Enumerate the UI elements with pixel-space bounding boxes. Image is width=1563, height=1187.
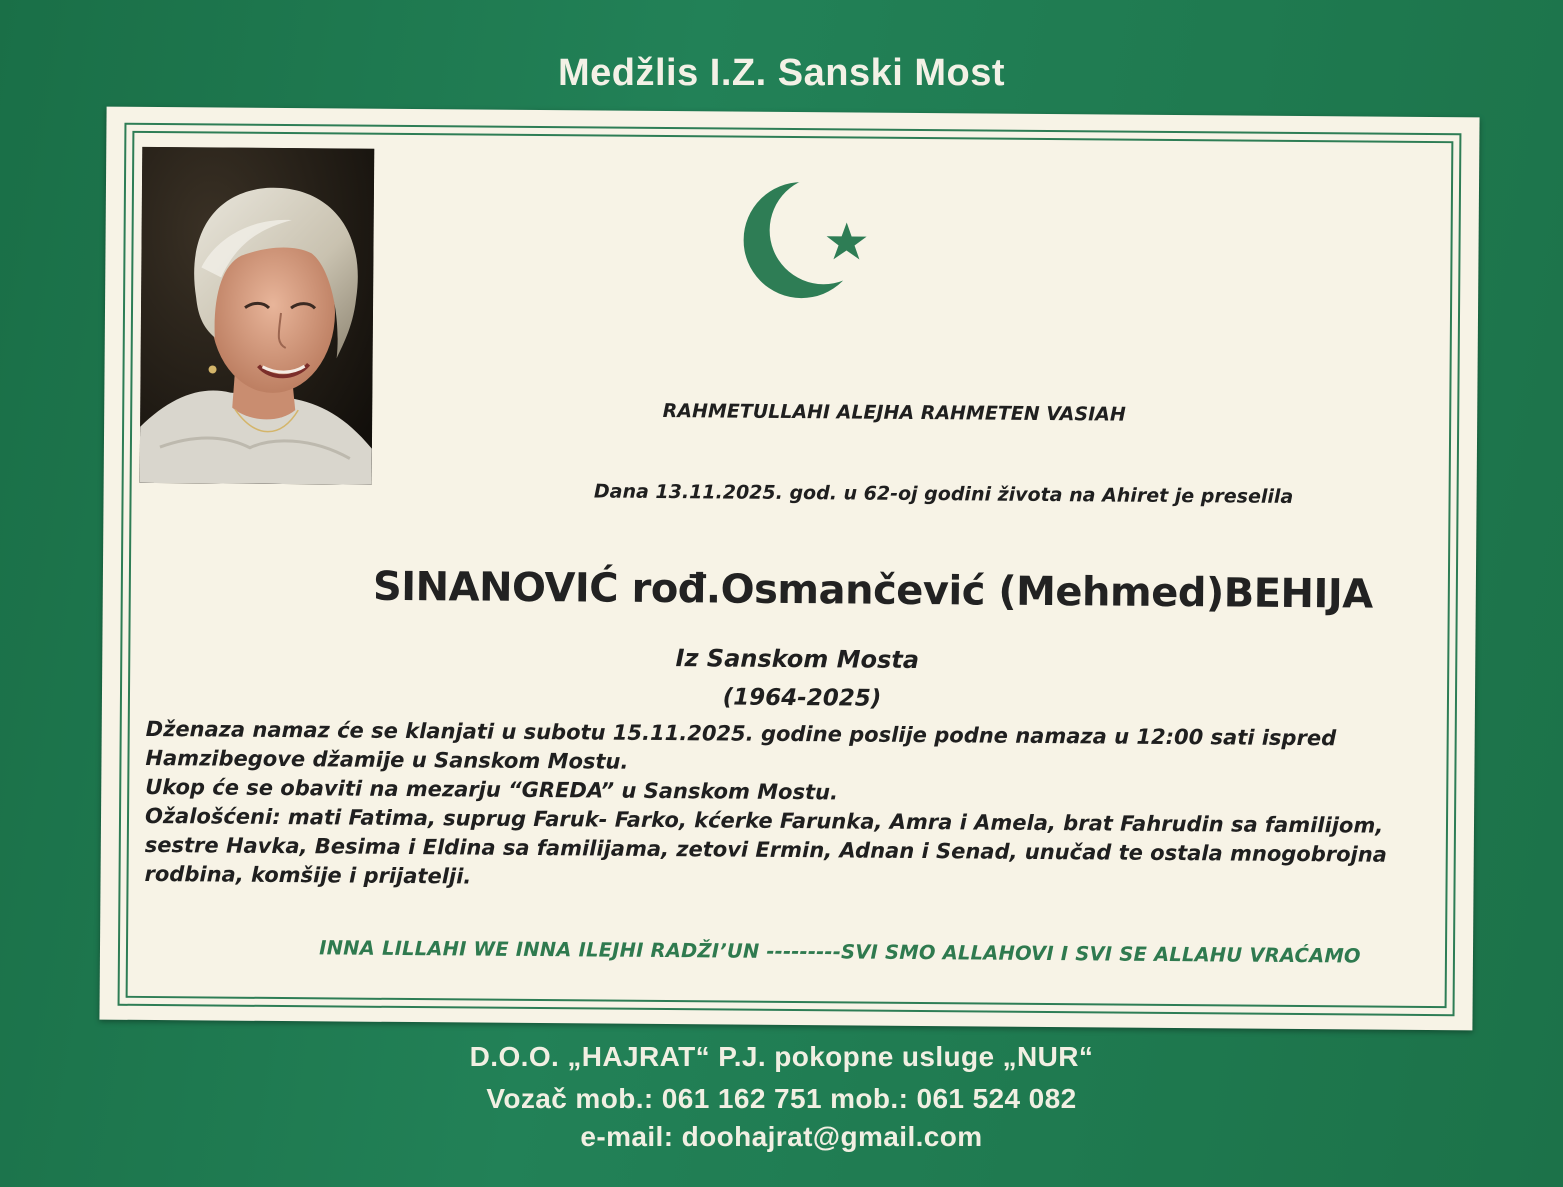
funeral-prayer-paragraph: Dženaza namaz će se klanjati u subotu 15.11.2025. godine poslije podne namaza u 12:00 sati ispred Hamzibegove džamije u Sanskom Mostu.	[145, 716, 1337, 774]
footer-email: e-mail: doohajrat@gmail.com	[580, 1121, 983, 1152]
portrait-image	[140, 147, 375, 485]
funeral-details	[144, 715, 1445, 899]
crescent-star-icon	[743, 178, 874, 303]
deceased-name: SINANOVIĆ rođ.Osmančević (Mehmed)BEHIJA	[372, 563, 1373, 618]
place-line: Iz Sanskom Mosta	[675, 644, 920, 675]
years-line: (1964-2025)	[722, 684, 882, 712]
burial-paragraph: Ukop će se obaviti na mezarju “GREDA” u Sanskom Mostu.	[145, 774, 839, 805]
mourners-paragraph: Ožalošćeni: mati Fatima, suprug Faruk- Farko, kćerke Farunka, Amra i Amela, brat Fahrudin sa familijom, sestre Havka, Besima i Eldina sa familijama, zetovi Ermin, Adnan i Senad, unučad te ostala mnogobrojna rodbina, komšije i prijatelji.	[144, 803, 1387, 889]
obituary-card	[99, 107, 1479, 1031]
announcement-line: Dana 13.11.2025. god. u 62-oj godini života na Ahiret je preselila	[593, 480, 1294, 508]
prayer-line: RAHMETULLAHI ALEJHA RAHMETEN VASIAH	[662, 399, 1126, 426]
header-title: Medžlis I.Z. Sanski Most	[558, 52, 1005, 94]
portrait-photo	[140, 147, 375, 485]
footer-phones: Vozač mob.: 061 162 751 mob.: 061 524 082	[486, 1083, 1077, 1114]
footer-company: D.O.O. „HAJRAT“ P.J. pokopne usluge „NUR“	[469, 1041, 1094, 1072]
closing-line: INNA LILLAHI WE INNA ILEJHI RADŽI’UN ---------SVI SMO ALLAHOVI I SVI SE ALLAHU VRAĆAMO	[319, 936, 1361, 968]
